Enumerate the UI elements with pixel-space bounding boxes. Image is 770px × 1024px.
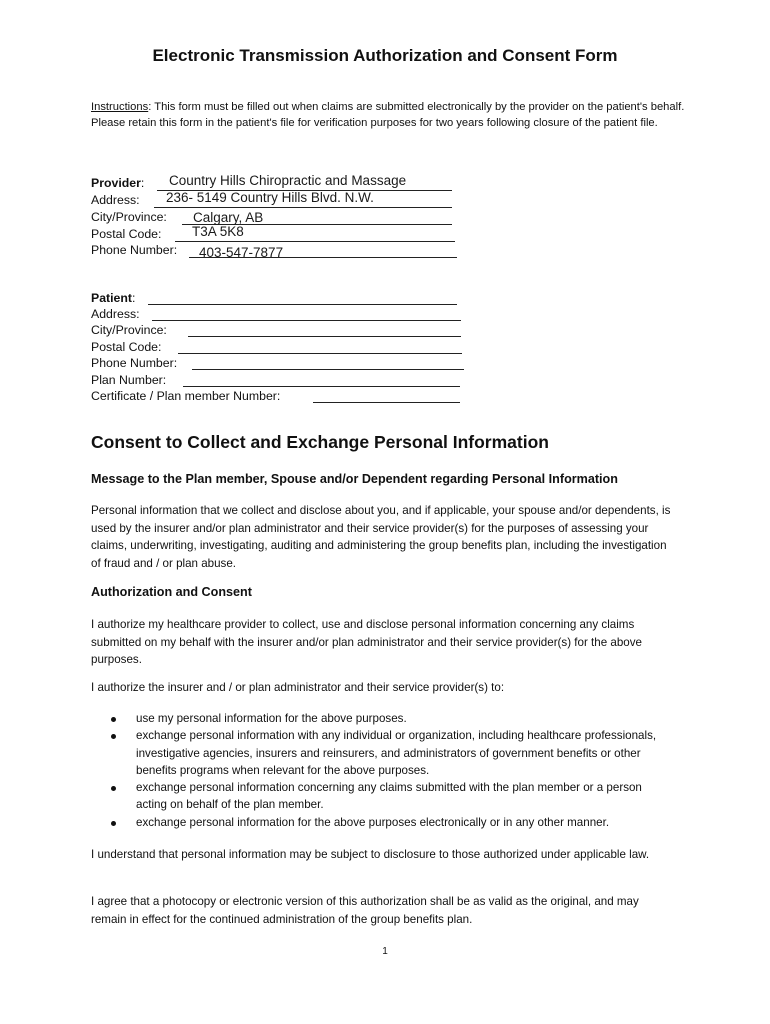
patient-address-label: Address: (91, 307, 140, 321)
list-item (108, 779, 673, 814)
patient-plan-line (183, 386, 460, 387)
page-number: 1 (382, 946, 388, 957)
message-text: Personal information that we collect and disclose about you, and if applicable, your spouse and/or dependents, is used by the insurer and/or plan administrator and their service provider(s) for the purposes of assessing your claims, underwriting, investigating, auditing and administering the group benefits plan, including the investigation of fraud and / or plan abuse. (91, 504, 671, 570)
patient-phone-field[interactable] (91, 356, 177, 373)
patient-postal-field[interactable] (91, 340, 161, 357)
provider-city-value: Calgary, AB (193, 210, 264, 225)
patient-plan-label: Plan Number: (91, 373, 167, 387)
authorization-heading: Authorization and Consent (91, 585, 252, 599)
list-item (108, 814, 673, 831)
patient-name-line (148, 304, 457, 305)
provider-city-field[interactable] (91, 210, 264, 227)
provider-postal-line (175, 241, 455, 242)
provider-address-line (154, 207, 452, 208)
instructions-text: : This form must be filled out when claims are submitted electronically by the provider on the patient's behalf. Please retain this form in the patient's file for verification purposes for two years following closure of the patient file. (91, 101, 685, 129)
consent-heading: Consent to Collect and Exchange Personal Information (91, 432, 549, 452)
agree-text: I agree that a photocopy or electronic version of this authorization shall be as valid as the original, and may remain in effect for the continued administration of the group benefits plan. (91, 895, 639, 926)
provider-address-value: 236- 5149 Country Hills Blvd. N.W. (166, 190, 374, 205)
message-heading: Message to the Plan member, Spouse and/or Dependent regarding Personal Information (91, 472, 618, 486)
patient-plan-field[interactable] (91, 373, 166, 390)
provider-phone-value: 403-547-7877 (199, 245, 284, 260)
patient-certificate-label: Certificate / Plan member Number: (91, 389, 281, 403)
patient-phone-line (192, 369, 464, 370)
provider-city-label: City/Province: (91, 210, 167, 224)
patient-address-field[interactable] (91, 307, 140, 324)
bullet-icon (111, 821, 116, 826)
authorization-text-1: I authorize my healthcare provider to collect, use and disclose personal information concerning any claims submitted on my behalf with the insurer and/or plan administrator and their service provider(s) for the above purposes. (91, 618, 642, 666)
patient-city-label: City/Province: (91, 323, 167, 337)
patient-postal-line (178, 353, 462, 354)
provider-postal-field[interactable] (91, 224, 244, 244)
bullet-icon (111, 734, 116, 739)
patient-city-line (188, 336, 461, 337)
provider-address-field[interactable] (91, 190, 374, 210)
patient-phone-label: Phone Number: (91, 356, 178, 370)
form-title: Electronic Transmission Authorization and Consent Form (152, 46, 618, 65)
list-item (108, 710, 673, 727)
authorization-bullets (108, 710, 673, 831)
patient-name-field[interactable]: Patient: (91, 291, 135, 308)
bullet-text: use my personal information for the above purposes. (136, 712, 407, 725)
bullet-text: exchange personal information with any individual or organization, including healthcare professionals, investigative agencies, insurers and reinsurers, and administrators of government benefits or other benefits programs when relevant for the above purposes. (136, 729, 657, 777)
bullet-text: exchange personal information for the above purposes electronically or in any other manner. (136, 815, 610, 829)
instructions-label: Instructions (91, 101, 149, 113)
understand-text: I understand that personal information may be subject to disclosure to those authorized under applicable law. (91, 848, 650, 861)
patient-heading: Patient (91, 291, 132, 305)
patient-certificate-field[interactable] (91, 389, 280, 406)
provider-address-label: Address: (91, 193, 140, 207)
provider-phone-label: Phone Number: (91, 243, 178, 257)
patient-city-field[interactable] (91, 323, 167, 340)
patient-address-line (152, 320, 461, 321)
authorization-text-2: I authorize the insurer and / or plan administrator and their service provider(s) to: (91, 681, 505, 694)
patient-certificate-line (313, 402, 460, 403)
provider-name-value: Country Hills Chiropractic and Massage (169, 173, 407, 188)
bullet-icon (111, 786, 116, 791)
provider-name-field[interactable]: Provider: Country Hills Chiropractic and Massage (91, 176, 144, 193)
list-item (108, 727, 673, 779)
instructions (91, 99, 691, 131)
provider-heading: Provider (91, 176, 141, 190)
bullet-icon (111, 717, 116, 722)
bullet-text: exchange personal information concerning any claims submitted with the plan member or a person acting on behalf of the plan member. (136, 781, 642, 812)
provider-phone-field[interactable] (91, 243, 284, 260)
provider-postal-label: Postal Code: (91, 227, 162, 241)
patient-postal-label: Postal Code: (91, 340, 162, 354)
provider-postal-value: T3A 5K8 (192, 224, 244, 239)
